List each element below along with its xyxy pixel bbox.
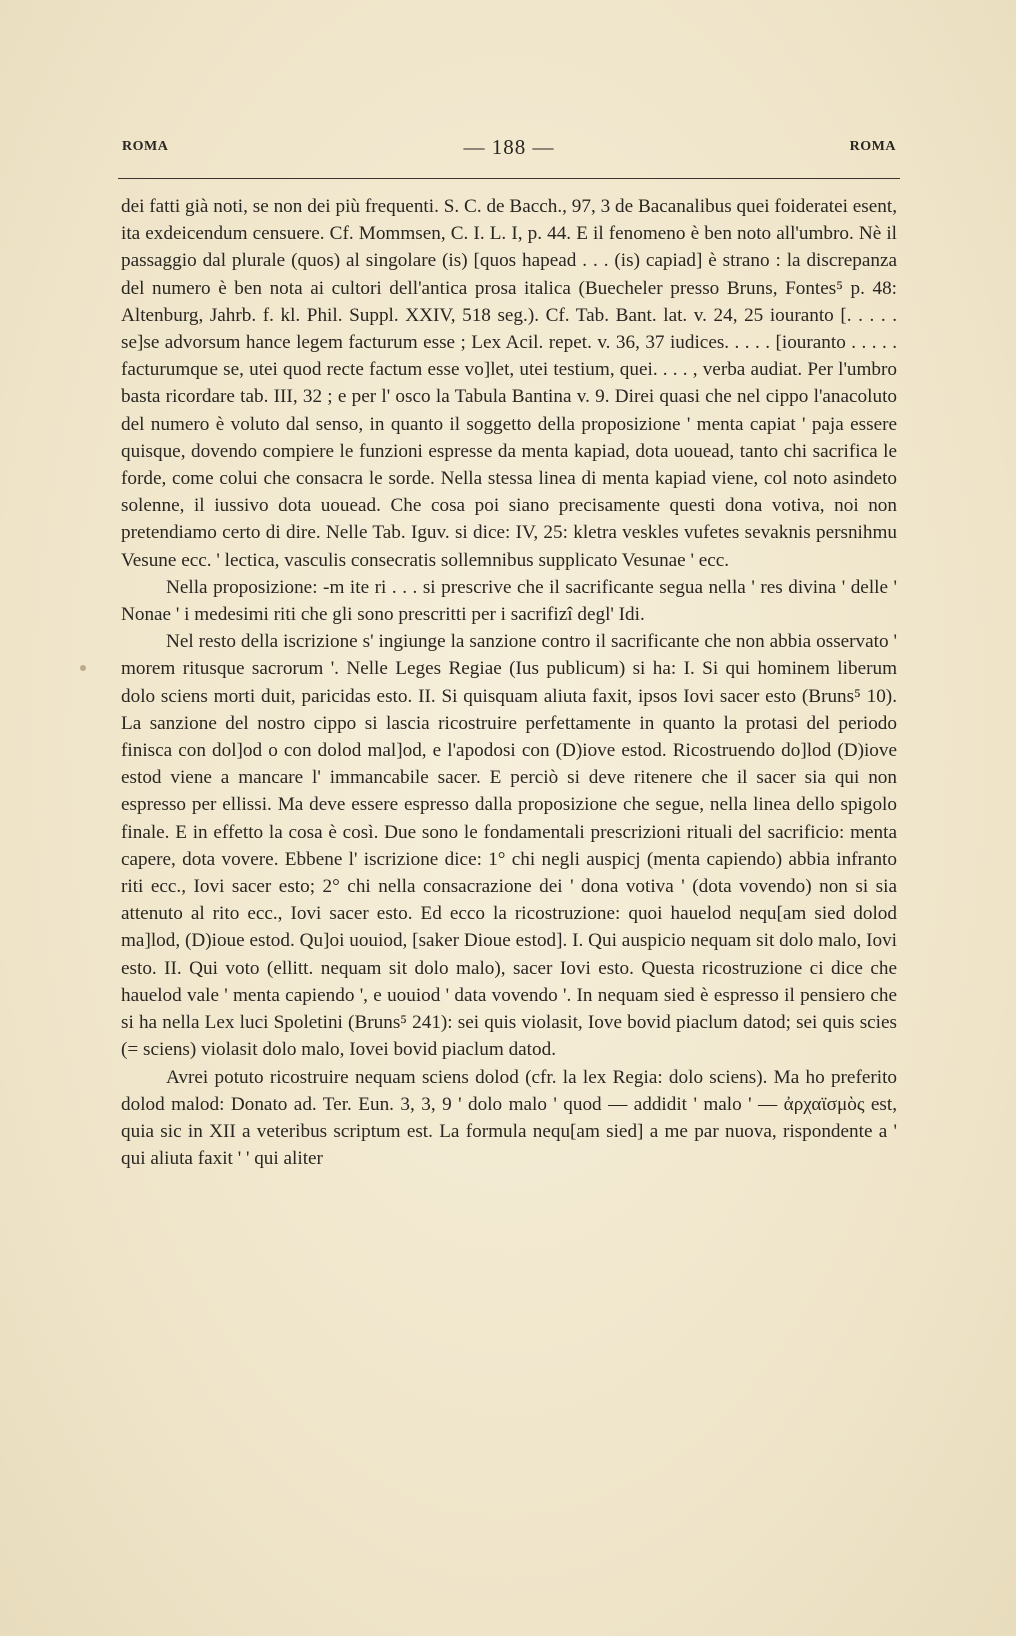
running-head-right: ROMA — [849, 139, 896, 154]
header-rule — [118, 178, 900, 179]
paragraph-1: dei fatti già noti, se non dei più frequenti. S. C. de Bacch., 97, 3 de Bacanalibus quei foideratei esent, ita exdeicendum censuere. Cf. Mommsen, C. I. L. I, p. 44. E il fenomeno è ben noto all'umbro. Nè il passaggio dal plurale (quos) al singolare (is) [quos hapead . . . (is) capiad] è strano : la discrepanza del numero è ben nota ai cultori dell'antica prosa italica (Buecheler presso Bruns, Fontes⁵ p. 48: Altenburg, Jahrb. f. kl. Phil. Suppl. XXIV, 518 seg.). Cf. Tab. Bant. lat. v. 24, 25 iouranto [. . . . . se]se advorsum hance legem facturum esse ; Lex Acil. repet. v. 36, 37 iudices. . . . . [iouranto . . . . . facturumque se, utei quod recte factum esse vo]let, utei testium, quei. . . . , verba audiat. Per l'umbro basta ricordare tab. III, 32 ; e per l' osco la Tabula Bantina v. 9. Direi quasi che nel cippo l'anacoluto del numero è voluto dal senso, in quanto il soggetto della proposizione ' menta capiat ' paja essere quisque, dovendo compiere le funzioni espresse da menta kapiad, dota uouead, tanto chi sacrifica le forde, come colui che consacra le sorde. Nella stessa linea di menta kapiad viene, col noto asindeto solenne, il iussivo dota uouead. Che cosa poi siano precisamente questi dona votiva, noi non pretendiamo certo di dire. Nelle Tab. Iguv. si dice: IV, 25: kletra veskles vufetes sevaknis persnihmu Vesune ecc. ' lectica, vasculis consecratis sollemnibus supplicato Vesunae ' ecc. — [121, 196, 897, 571]
paragraph-2: Nella proposizione: -m ite ri . . . si prescrive che il sacrificante segua nella ' res divina ' delle ' Nonae ' i medesimi riti che gli sono prescritti per i sacrifizî degl' Idi. — [121, 576, 897, 626]
running-head-left: ROMA — [122, 139, 169, 154]
paragraph-3: Nel resto della iscrizione s' ingiunge la sanzione contro il sacrificante che non abbia osservato ' morem ritusque sacrorum '. Nelle Leges Regiae (Ius publicum) si ha: I. Si qui hominem liberum dolo sciens morti duit, paricidas esto. II. Si quisquam aliuta faxit, ipsos Iovi sacer esto (Bruns⁵ 10). La sanzione del nostro cippo si lascia ricostruire perfettamente in quanto la protasi del periodo finisca con dol]od o con dolod mal]od, e l'apodosi con (D)iove estod. Ricostruendo do]lod (D)iove estod viene a mancare l' immancabile sacer. E perciò si deve ritenere che il sacer sia qui non espresso per ellissi. Ma deve essere espresso dalla proposizione che segue, nella linea dello spigolo finale. E in effetto la cosa è così. Due sono le fondamentali prescrizioni rituali del sacrificio: menta capere, dota vovere. Ebbene l' iscrizione dice: 1° chi negli auspicj (menta capiendo) abbia infranto riti ecc., Iovi sacer esto; 2° chi nella consacrazione dei ' dona votiva ' (dota vovendo) non si sia attenuto al rito ecc., Iovi sacer esto. Ed ecco la ricostruzione: quoi hauelod nequ[am sied dolod ma]lod, (D)ioue estod. Qu]oi uouiod, [saker Dioue estod]. I. Qui auspicio nequam sit dolo malo, Iovi esto. II. Qui voto (ellitt. nequam sit dolo malo), sacer Iovi esto. Questa ricostruzione ci dice che hauelod vale ' menta capiendo ', e uouiod ' data vovendo '. In nequam sied è espresso il pensiero che si ha nella Lex luci Spoletini (Bruns⁵ 241): sei quis violasit, Iove bovid piaclum datod; sei quis scies (= sciens) violasit dolo malo, Iovei bovid piaclum datod. — [121, 631, 897, 1061]
body-text — [121, 193, 897, 1172]
running-head — [122, 132, 896, 162]
page-number: — 188 — — [463, 134, 555, 159]
paper-stain — [80, 665, 86, 671]
paragraph-4: Avrei potuto ricostruire nequam sciens dolod (cfr. la lex Regia: dolo sciens). Ma ho preferito dolod malod: Donato ad. Ter. Eun. 3, 3, 9 ' dolo malo ' quod — addidit ' malo ' — ἀρχαϊσμὸς est, quia sic in XII a veteribus scriptum est. La formula nequ[am sied] a me par nuova, rispondente a ' qui aliuta faxit ' ' qui aliter — [121, 1066, 897, 1170]
